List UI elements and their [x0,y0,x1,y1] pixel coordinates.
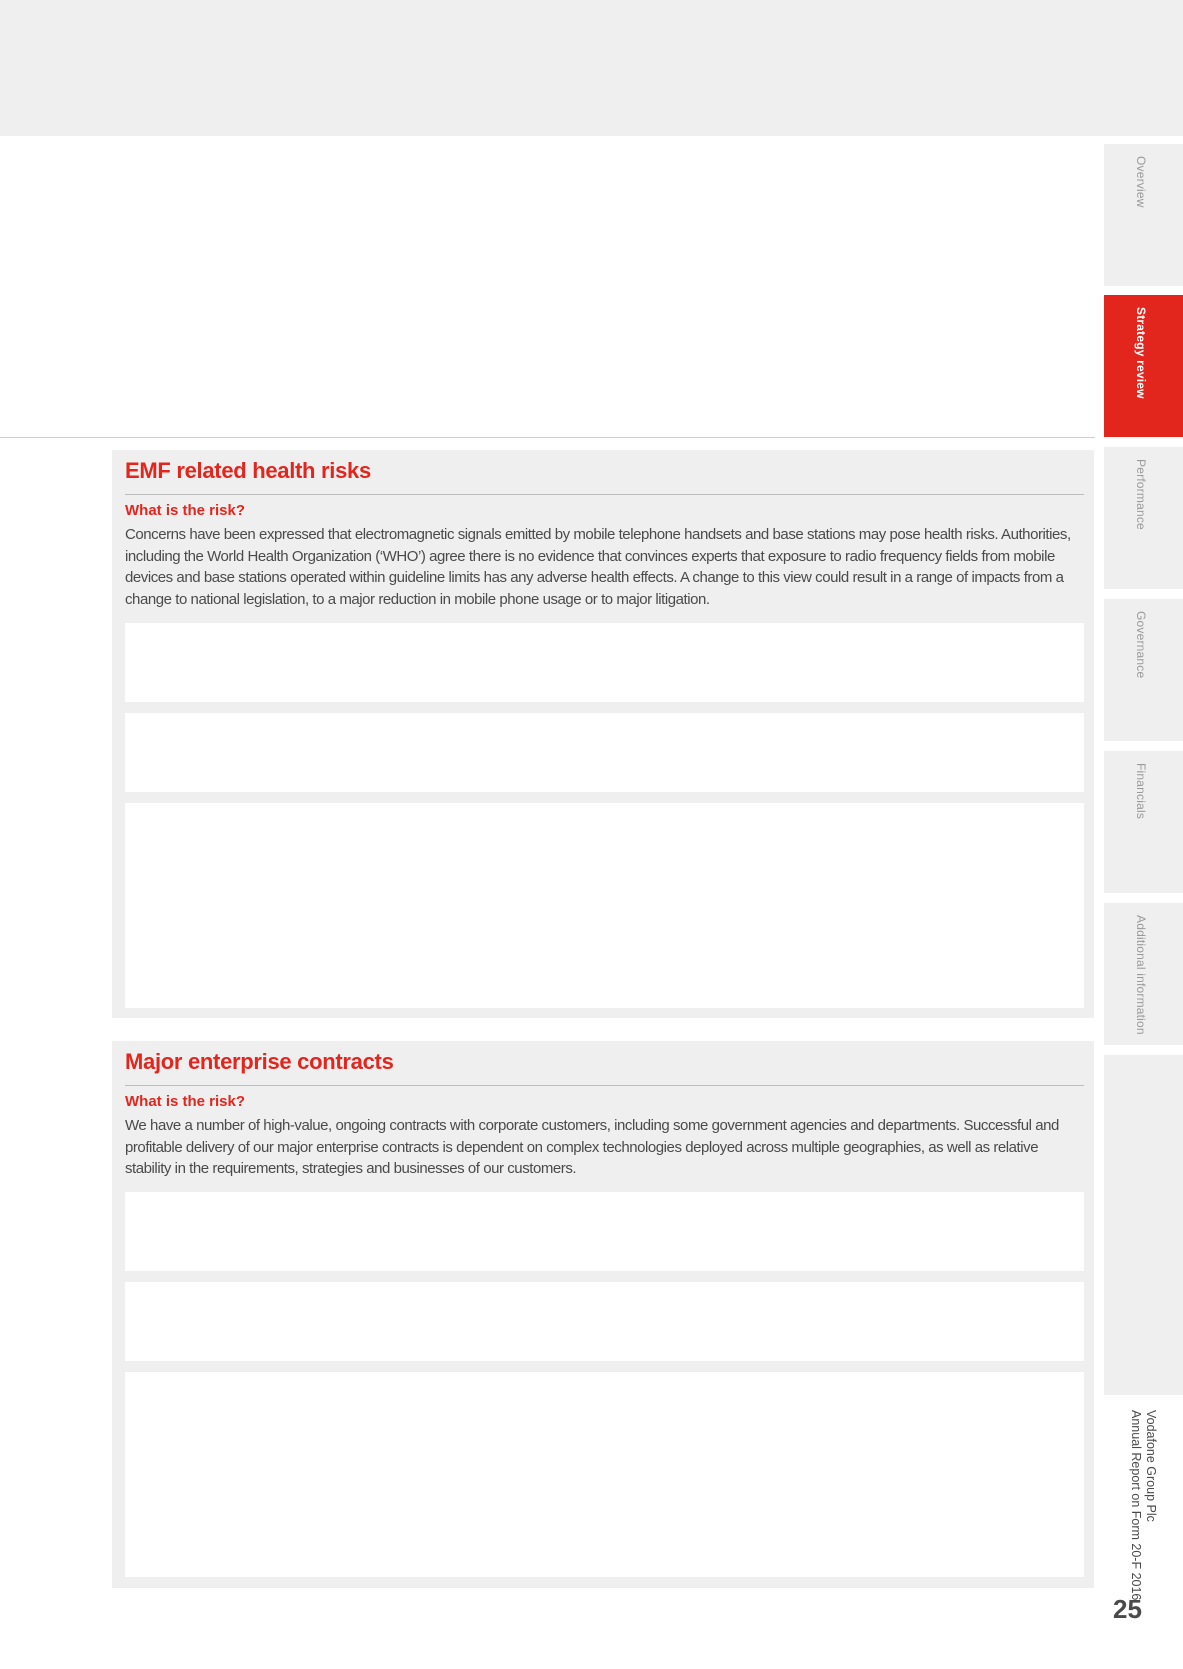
title-rule [125,1085,1084,1086]
divider [0,437,1095,438]
risk-label: What is the risk? [125,1093,246,1110]
side-tab-blank [1104,1055,1183,1395]
content-box [125,803,1084,1008]
side-tab-performance[interactable] [1104,447,1183,589]
side-tab-label: Performance [1134,459,1148,530]
risk-label: What is the risk? [125,502,246,519]
content-box [125,623,1084,702]
side-tab-additional-information[interactable] [1104,903,1183,1045]
risk-description: We have a number of high-value, ongoing contracts with corporate customers, including some government agencies and departments. Successful and profitable delivery of our major enterprise contracts is dependent on complex technologies deployed across multiple geographies, as well as relative stability in the requirements, strategies and businesses of our customers. [125,1117,1059,1177]
company-name: Vodafone Group Plc [1144,1410,1158,1522]
side-tab-label: Governance [1134,611,1148,679]
content-box [125,1192,1084,1271]
side-tab-label: Financials [1134,763,1148,820]
header-band [0,0,1183,136]
side-tab-label: Additional information [1134,915,1148,1035]
content-box [125,1372,1084,1577]
content-box [125,713,1084,792]
content-box [125,1282,1084,1361]
side-tab-financials[interactable] [1104,751,1183,893]
side-tab-strategy-review[interactable] [1104,295,1183,437]
title-rule [125,494,1084,495]
report-name: Annual Report on Form 20-F 2016 [1129,1410,1143,1601]
side-tab-label: Overview [1134,156,1148,208]
side-tab-governance[interactable] [1104,599,1183,741]
risk-panel-enterprise-contracts [112,1041,1094,1588]
report-title [1108,1410,1158,1601]
risk-description: Concerns have been expressed that electromagnetic signals emitted by mobile telephone handsets and base stations may pose health risks. Authorities, including the World Health Organization (‘WHO’) agree there is no evidence that convinces experts that exposure to radio frequency fields from mobile devices and base stations operated within guideline limits has any adverse health effects. A change to this view could result in a range of impacts from a change to national legislation, to a major reduction in mobile phone usage or to major litigation. [125,526,1071,608]
risk-title: Major enterprise contracts [125,1049,394,1074]
risk-title: EMF related health risks [125,458,371,483]
side-tab-overview[interactable] [1104,144,1183,286]
risk-panel-emf [112,450,1094,1018]
side-tab-label: Strategy review [1134,307,1148,399]
page-number: 25 [1113,1594,1142,1624]
